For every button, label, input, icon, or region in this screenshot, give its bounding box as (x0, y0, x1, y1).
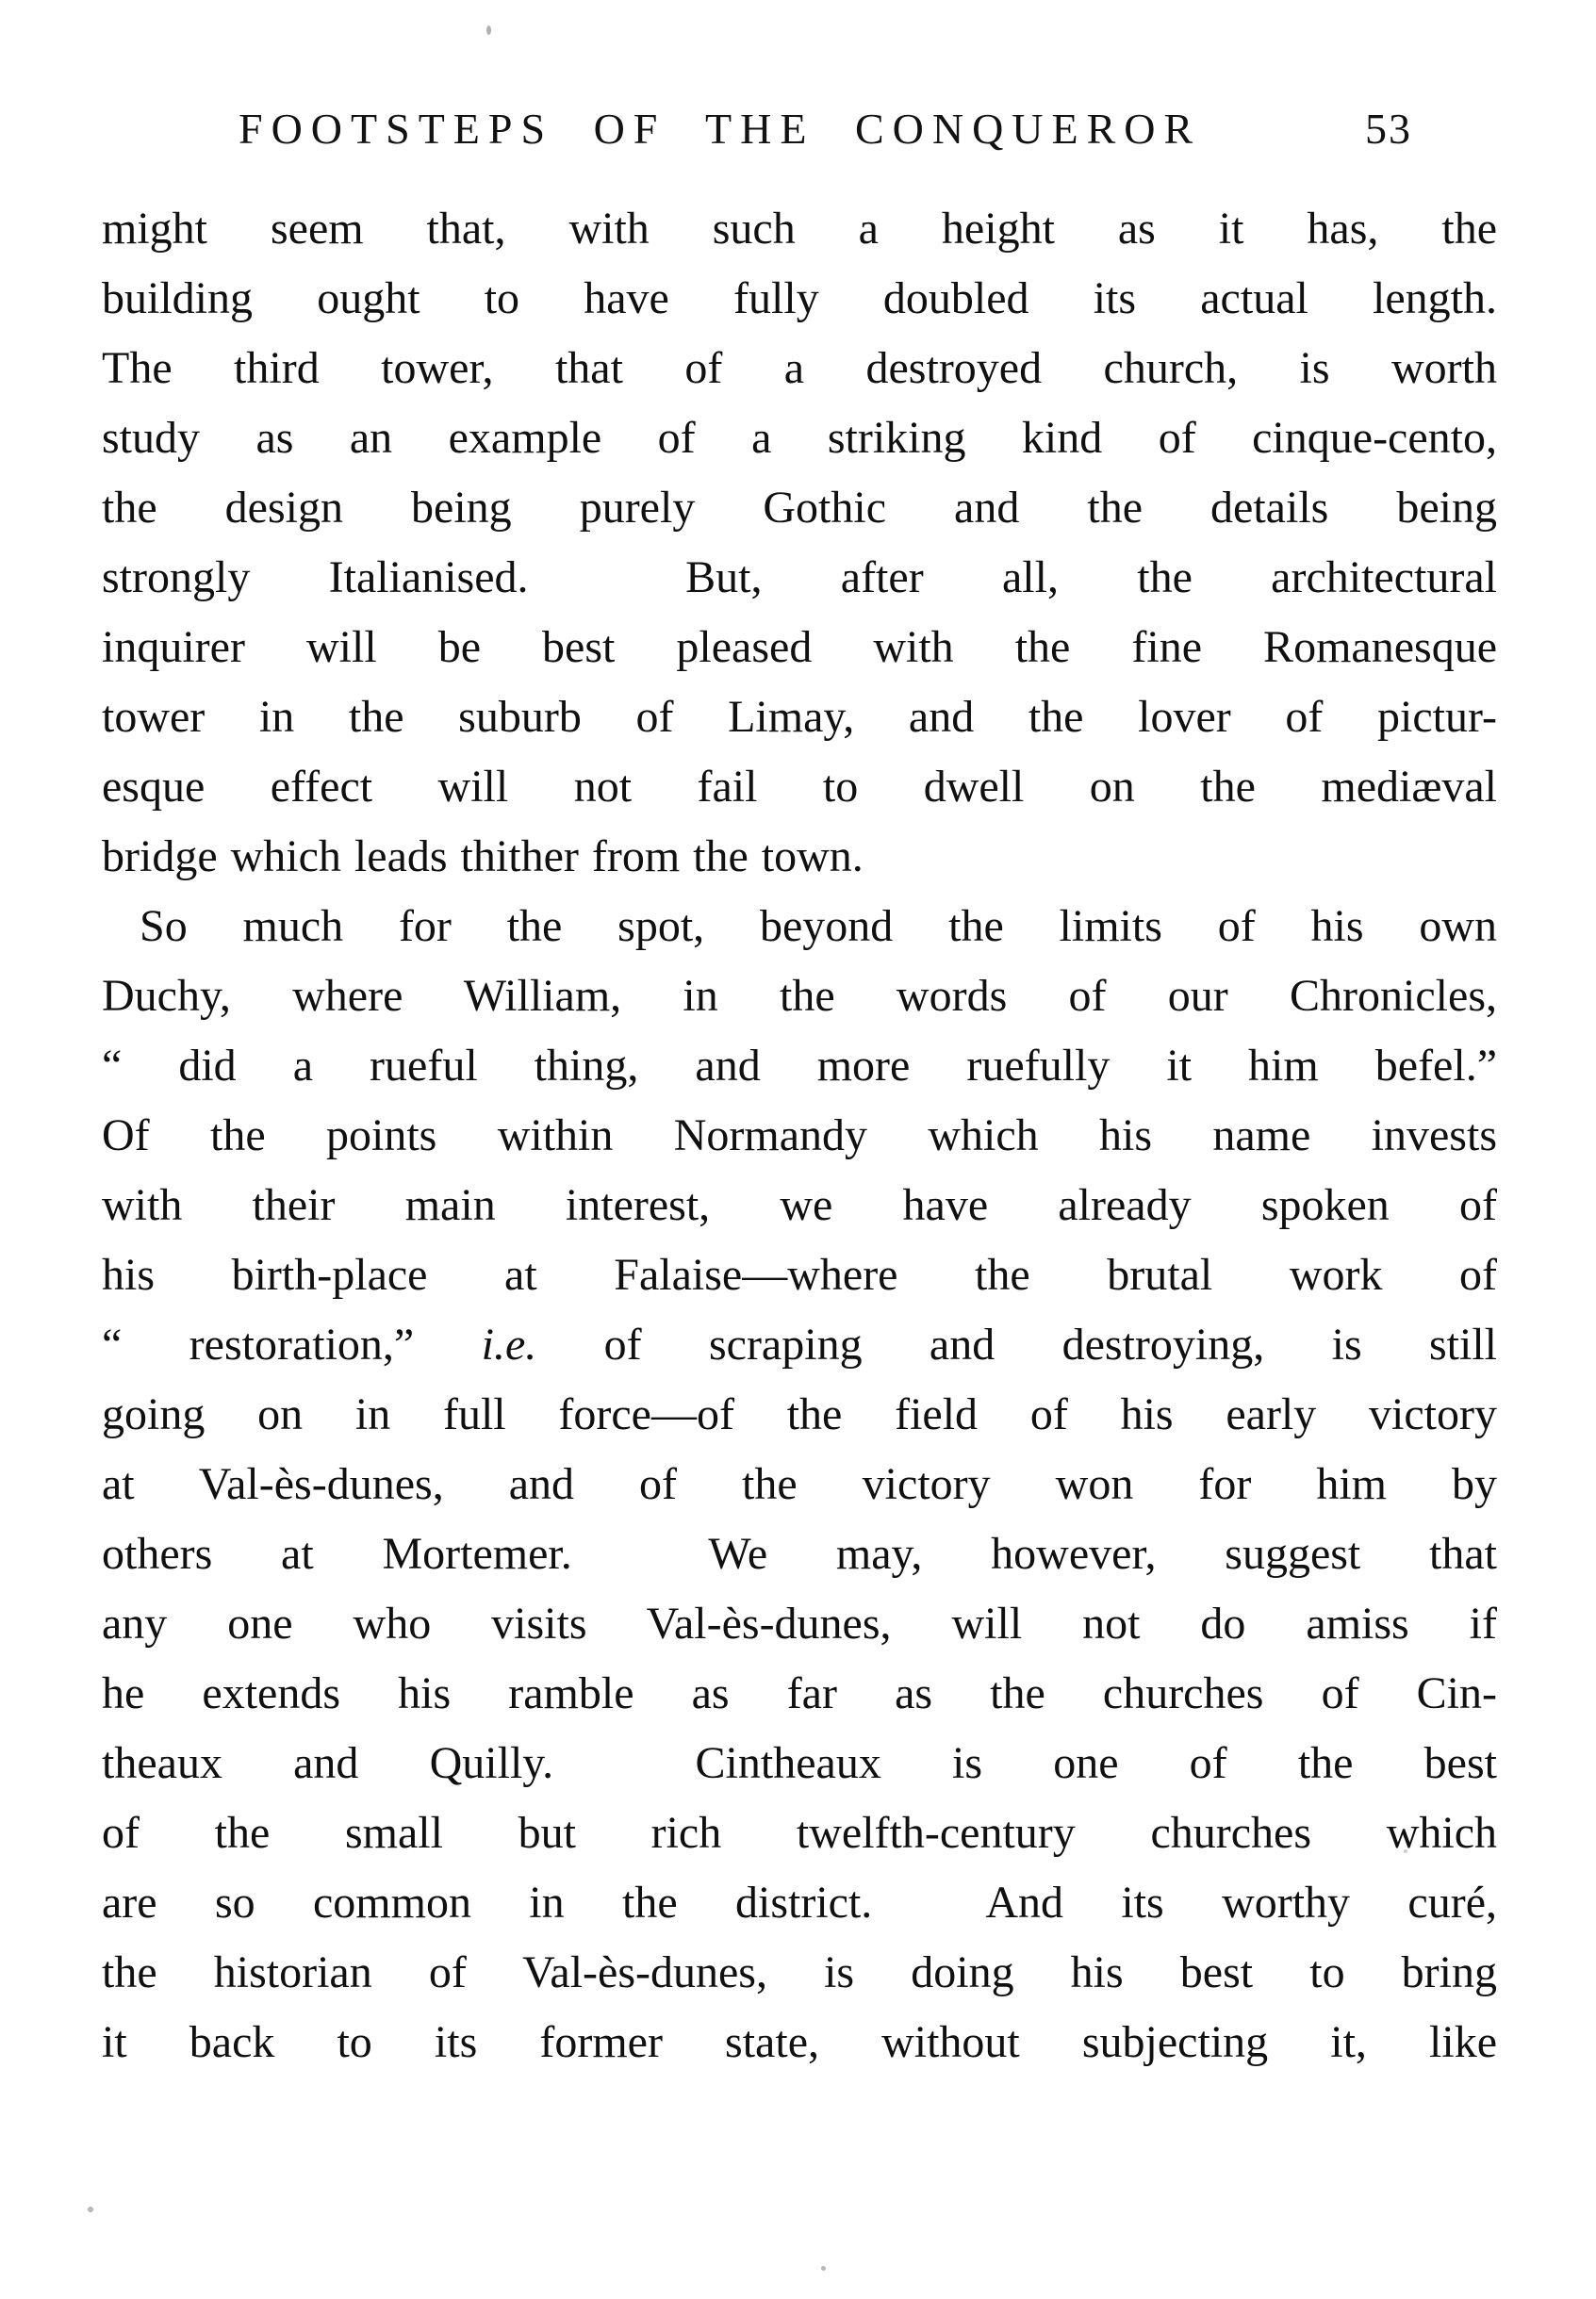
page-number: 53 (1365, 105, 1412, 153)
text-line: going on in full force—of the field of his early victory (102, 1389, 1497, 1439)
text-line: Of the points within Normandy which his name invests (102, 1110, 1497, 1160)
text-line: So much for the spot, beyond the limits of his own (140, 901, 1497, 951)
scan-speck (88, 2207, 93, 2212)
text-line: strongly Italianised. But, after all, the architectural (102, 552, 1497, 602)
italic-text-segment: i.e. (481, 1320, 537, 1370)
text-line: he extends his ramble as far as the churches of Cin- (102, 1668, 1497, 1718)
text-line: Duchy, where William, in the words of our Chronicles, (102, 971, 1497, 1021)
page-text-block (102, 194, 1497, 2077)
text-line: of the small but rich twelfth-century churches which (102, 1808, 1497, 1858)
text-line: tower in the suburb of Limay, and the lover of pictur- (102, 692, 1497, 742)
running-header-title: FOOTSTEPS OF THE CONQUEROR (239, 105, 1202, 153)
text-line: it back to its former state, without subjecting it, like (102, 2017, 1497, 2067)
text-line: “ did a rueful thing, and more ruefully it him befel.” (102, 1041, 1497, 1091)
text-line: study as an example of a striking kind of cinque-cento, (102, 413, 1497, 463)
scan-speck (1404, 1849, 1407, 1853)
text-segment: “ restoration,” (102, 1320, 482, 1370)
text-line: building ought to have fully doubled its actual length. (102, 273, 1497, 323)
paragraph (102, 194, 1497, 892)
scan-speck (821, 2266, 826, 2271)
text-line: are so common in the district. And its worthy curé, (102, 1878, 1497, 1928)
text-line: at Val-ès-dunes, and of the victory won for him by (102, 1459, 1497, 1509)
scan-speck (486, 25, 491, 35)
text-line: esque effect will not fail to dwell on the mediæval (102, 762, 1497, 812)
text-line: theaux and Quilly. Cintheaux is one of the best (102, 1738, 1497, 1788)
text-line (102, 1310, 1497, 1380)
text-segment: of scraping and destroying, is still (536, 1320, 1498, 1370)
paragraph (102, 892, 1497, 2077)
text-line: the design being purely Gothic and the details being (102, 483, 1497, 533)
text-line: might seem that, with such a height as it has, the (102, 204, 1497, 254)
text-line: others at Mortemer. We may, however, suggest that (102, 1529, 1497, 1579)
text-line: The third tower, that of a destroyed church, is worth (102, 343, 1497, 393)
text-line: bridge which leads thither from the town. (102, 831, 864, 881)
text-line: any one who visits Val-ès-dunes, will not do amiss if (102, 1599, 1497, 1649)
text-line: the historian of Val-ès-dunes, is doing his best to bring (102, 1947, 1497, 1997)
text-line: with their main interest, we have already spoken of (102, 1180, 1497, 1230)
text-line: his birth-place at Falaise—where the brutal work of (102, 1250, 1497, 1300)
text-line: inquirer will be best pleased with the fine Romanesque (102, 622, 1497, 672)
